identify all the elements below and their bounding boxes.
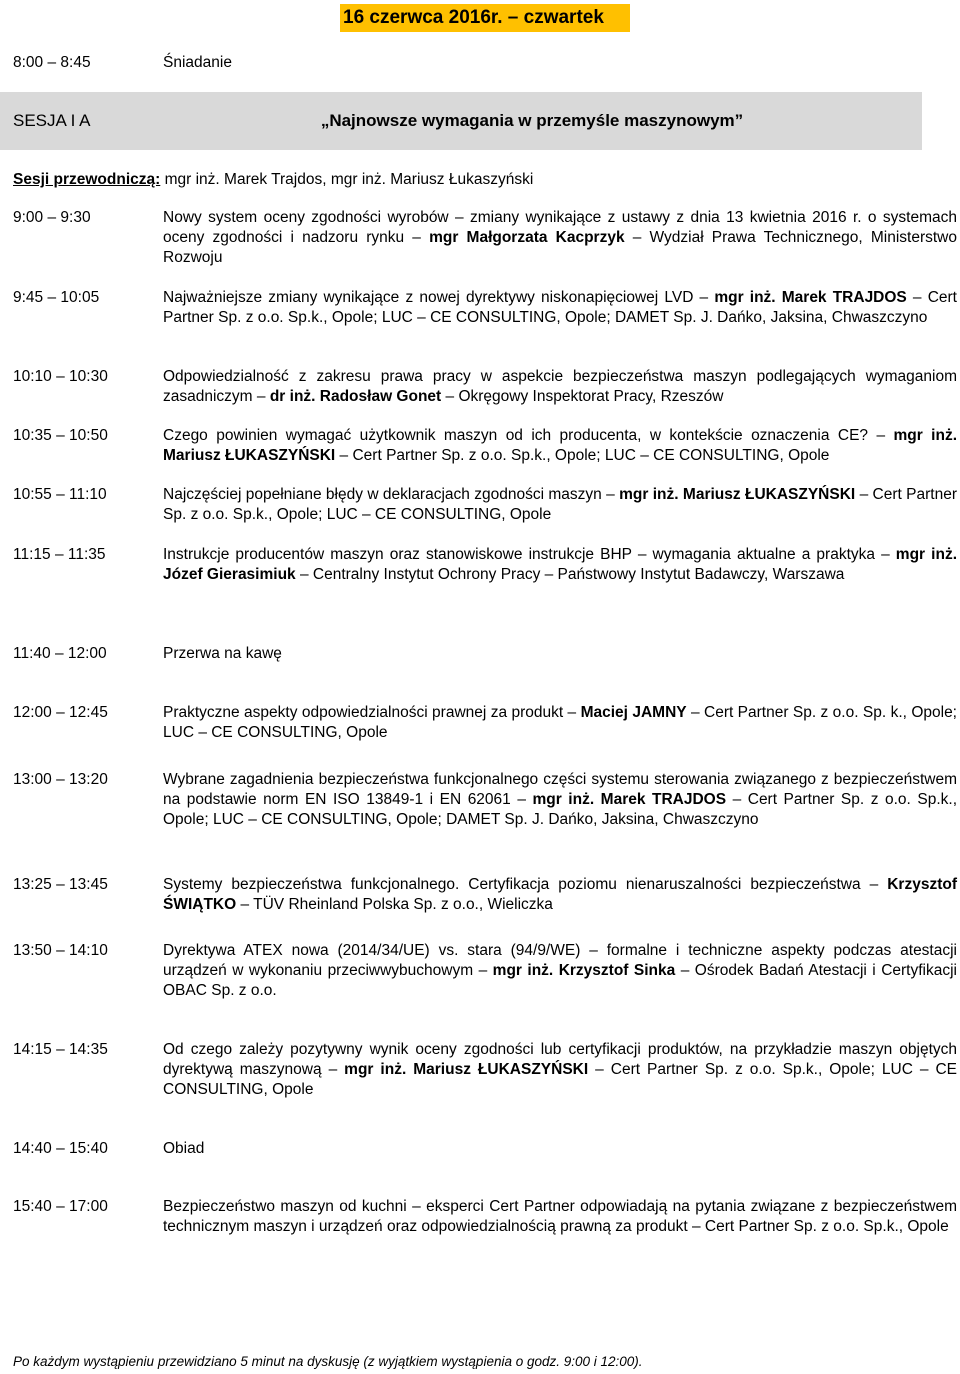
speaker-name: mgr inż. Mariusz ŁUKASZYŃSKI <box>163 427 958 464</box>
description-text: – Cert Partner Sp. z o.o. Sp.k., Opole; LUC – CE CONSULTING, Opole <box>163 1061 957 1098</box>
agenda-item-description <box>163 770 957 830</box>
speaker-name: dr inż. Radosław Gonet <box>269 388 442 405</box>
breakfast-label: Śniadanie <box>163 54 232 71</box>
agenda-item-time: 13:50 – 14:10 <box>13 942 108 959</box>
description-text: – Cert Partner Sp. z o.o. Sp.k., Opole; LUC – CE CONSULTING, Opole; DAMET Sp. J. Dańko, Jaksina, Chwaszczyno <box>163 289 957 326</box>
agenda-item-time: 15:40 – 17:00 <box>13 1198 108 1215</box>
description-text: Nowy system oceny zgodności wyrobów – zmiany wynikające z ustawy z dnia 13 kwietnia 2016 r. o systemach oceny zgodności i nadzoru rynku – <box>163 209 957 246</box>
agenda-item-time: 9:45 – 10:05 <box>13 289 100 306</box>
speaker-name: Maciej JAMNY <box>580 704 687 721</box>
description-text: – Cert Partner Sp. z o.o. Sp. k., Opole; LUC – CE CONSULTING, Opole <box>163 704 957 741</box>
session-label: SESJA I A <box>13 111 91 130</box>
chairs-names: mgr inż. Marek Trajdos, mgr inż. Mariusz Łukaszyński <box>164 171 534 188</box>
speaker-name: mgr inż. Marek TRAJDOS <box>532 791 727 808</box>
session-chairs <box>13 170 533 190</box>
agenda-item-description <box>163 545 957 585</box>
session-header <box>0 92 922 150</box>
agenda-item-time: 9:00 – 9:30 <box>13 209 91 226</box>
speaker-name: mgr inż. Marek TRAJDOS <box>714 289 907 306</box>
description-text: Przerwa na kawę <box>163 645 282 662</box>
speaker-name: mgr Małgorzata Kacprzyk <box>429 229 625 246</box>
agenda-item-time: 14:15 – 14:35 <box>13 1041 108 1058</box>
description-text: Dyrektywa ATEX nowa (2014/34/UE) vs. stara (94/9/WE) – formalne i techniczne aspekty podczas atestacji urządzeń w wykonaniu przeciwwybuchowym – <box>163 942 957 979</box>
date-banner: 16 czerwca 2016r. – czwartek <box>340 4 630 32</box>
agenda-item-description <box>163 485 957 525</box>
agenda-item-time: 13:25 – 13:45 <box>13 876 108 893</box>
description-text: – Ośrodek Badań Atestacji i Certyfikacji OBAC Sp. z o.o. <box>163 962 957 999</box>
agenda-item-time: 13:00 – 13:20 <box>13 771 108 788</box>
description-text: Najczęściej popełniane błędy w deklaracjach zgodności maszyn – <box>163 486 620 503</box>
description-text: Odpowiedzialność z zakresu prawa pracy w aspekcie bezpieczeństwa maszyn podlegających wymaganiom zasadniczym – <box>163 368 957 405</box>
agenda-item-time: 10:10 – 10:30 <box>13 368 108 385</box>
agenda-item-time: 12:00 – 12:45 <box>13 704 108 721</box>
chairs-label: Sesji przewodniczą: <box>13 171 161 188</box>
agenda-item-description <box>163 367 957 407</box>
breakfast-time: 8:00 – 8:45 <box>13 54 91 71</box>
description-text: Najważniejsze zmiany wynikające z nowej dyrektywy niskonapięciowej LVD – <box>163 289 715 306</box>
description-text: Systemy bezpieczeństwa funkcjonalnego. Certyfikacja poziomu nienaruszalności bezpieczeństwa – <box>163 876 888 893</box>
description-text: – Okręgowy Inspektorat Pracy, Rzeszów <box>441 388 724 405</box>
speaker-name: mgr inż. Józef Gierasimiuk <box>163 546 957 583</box>
description-text: – Cert Partner Sp. z o.o. Sp.k., Opole; LUC – CE CONSULTING, Opole <box>335 447 830 464</box>
footer-note: Po każdym wystąpieniu przewidziano 5 minut na dyskusję (z wyjątkiem wystąpienia o godz. 9:00 i 12:00). <box>13 1354 643 1369</box>
description-text: Praktyczne aspekty odpowiedzialności prawnej za produkt – <box>163 704 581 721</box>
agenda-item-description <box>163 703 957 743</box>
description-text: Wybrane zagadnienia bezpieczeństwa funkcjonalnego części systemu sterowania związanego z bezpieczeństwem na podstawie norm EN ISO 13849-1 i EN 62061 – <box>163 771 957 808</box>
agenda-item-time: 10:35 – 10:50 <box>13 427 108 444</box>
agenda-item-description <box>163 875 957 915</box>
agenda-item-time: 10:55 – 11:10 <box>13 486 107 503</box>
agenda-item-time: 14:40 – 15:40 <box>13 1140 108 1157</box>
agenda-item-description <box>163 288 957 328</box>
agenda-item-description <box>163 1040 957 1100</box>
agenda-item-description <box>163 1139 957 1159</box>
agenda-item-description <box>163 644 957 664</box>
speaker-name: mgr inż. Krzysztof Sinka <box>492 962 676 979</box>
description-text: – Centralny Instytut Ochrony Pracy – Państwowy Instytut Badawczy, Warszawa <box>295 566 845 583</box>
agenda-item-description <box>163 941 957 1001</box>
agenda-item-description <box>163 426 957 466</box>
description-text: Od czego zależy pozytywny wynik oceny zgodności lub certyfikacji produktów, na przykładzie maszyn objętych dyrektywą maszynową – <box>163 1041 957 1078</box>
description-text: Bezpieczeństwo maszyn od kuchni – eksperci Cert Partner odpowiadają na pytania związane z bezpieczeństwem technicznym maszyn i urządzeń oraz odpowiedzialnością prawną za produkt – Cert Partner Sp. z o.o. Sp.k., Opole <box>163 1198 957 1235</box>
agenda-item-description <box>163 1197 957 1237</box>
description-text: – Cert Partner Sp. z o.o. Sp.k., Opole; LUC – CE CONSULTING, Opole; DAMET Sp. J. Dańko, Jaksina, Chwaszczyno <box>163 791 958 828</box>
description-text: Instrukcje producentów maszyn oraz stanowiskowe instrukcje BHP – wymagania aktualne a praktyka – <box>163 546 896 563</box>
description-text: Czego powinien wymagać użytkownik maszyn od ich producenta, w kontekście oznaczenia CE? – <box>163 427 894 444</box>
agenda-item-time: 11:40 – 12:00 <box>13 645 107 662</box>
description-text: – TÜV Rheinland Polska Sp. z o.o., Wieliczka <box>236 896 553 913</box>
speaker-name: Krzysztof ŚWIĄTKO <box>163 876 957 913</box>
speaker-name: mgr inż. Mariusz ŁUKASZYŃSKI <box>344 1061 589 1078</box>
session-title: „Najnowsze wymagania w przemyśle maszynowym” <box>320 111 744 130</box>
description-text: – Wydział Prawa Technicznego, Ministerstwo Rozwoju <box>163 229 957 266</box>
description-text: – Cert Partner Sp. z o.o. Sp.k., Opole; LUC – CE CONSULTING, Opole <box>163 486 957 523</box>
description-text: Obiad <box>163 1140 205 1157</box>
agenda-item-description <box>163 208 957 268</box>
speaker-name: mgr inż. Mariusz ŁUKASZYŃSKI <box>619 486 856 503</box>
agenda-item-time: 11:15 – 11:35 <box>13 546 106 563</box>
